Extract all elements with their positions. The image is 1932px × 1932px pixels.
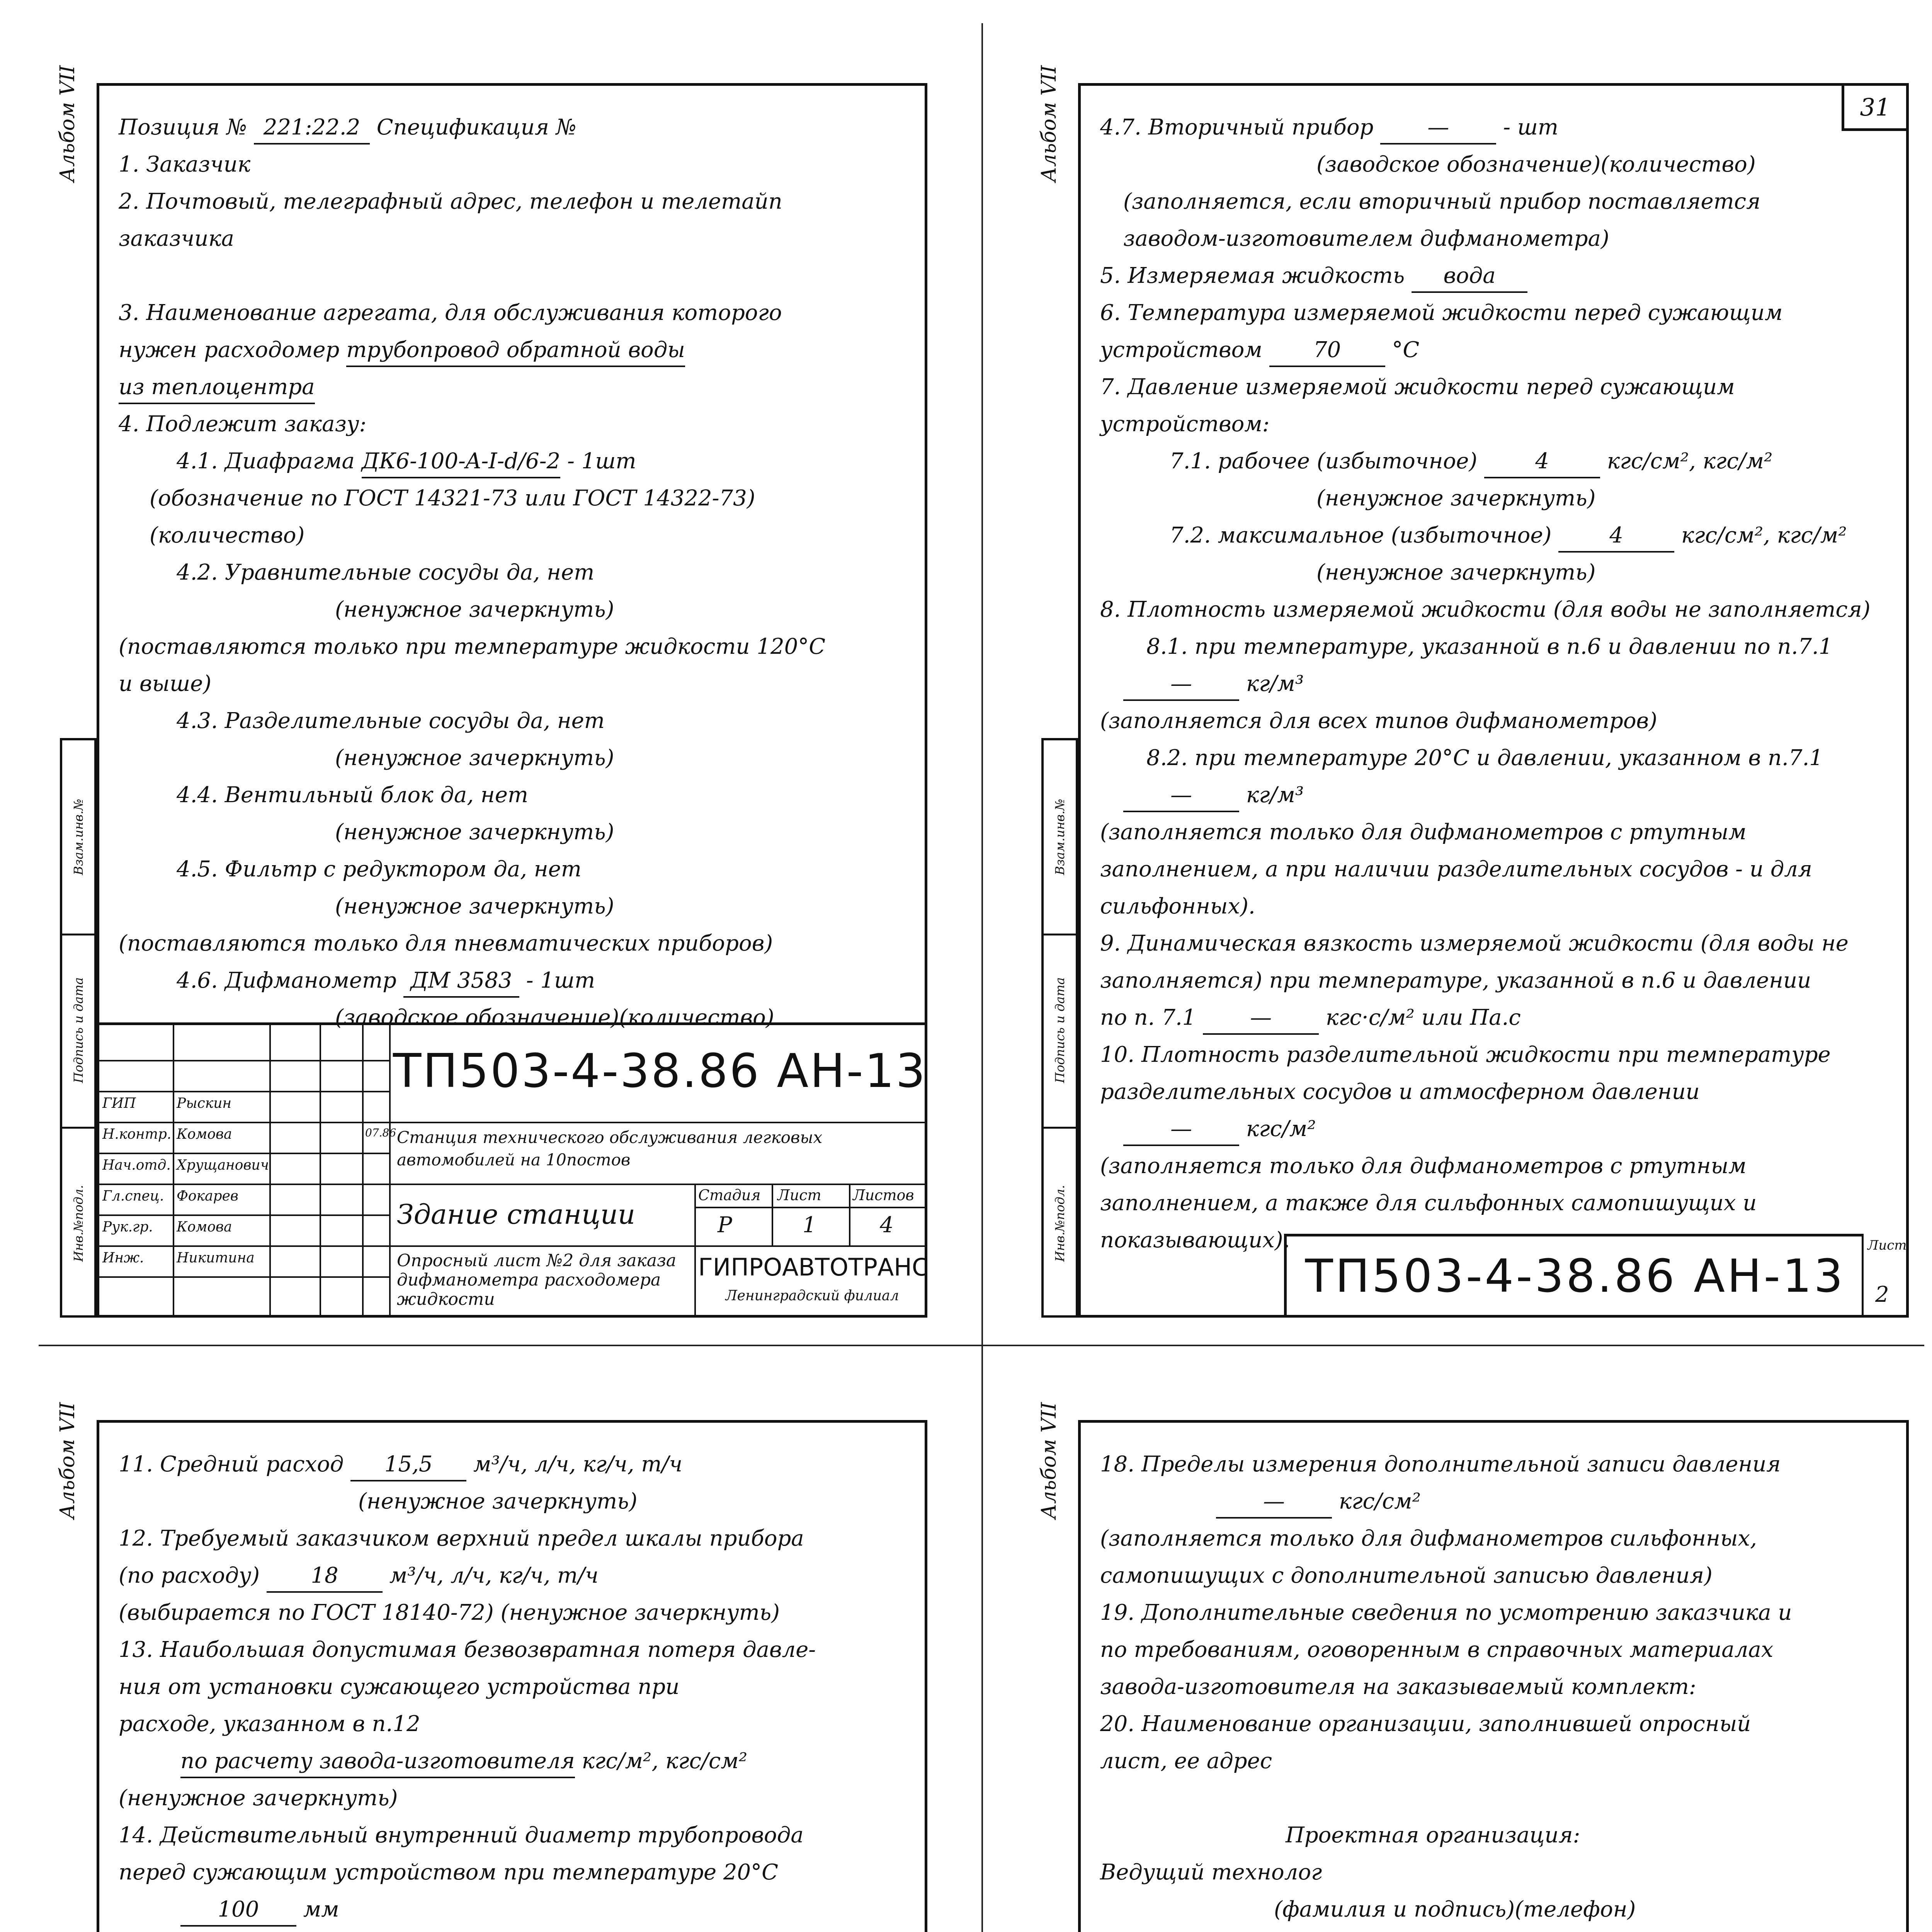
line-text: 1. Заказчик bbox=[119, 152, 251, 177]
line-suffix: кгс/м² bbox=[1246, 1116, 1316, 1141]
filled-value: ДК6-100-A-I-d/6-2 bbox=[362, 446, 561, 478]
form-line bbox=[119, 480, 913, 517]
form-line bbox=[119, 443, 913, 480]
line-text: (количество) bbox=[150, 523, 305, 548]
album-label: Альбом VII bbox=[56, 65, 79, 182]
filled-value: — bbox=[1123, 780, 1239, 812]
line-text: (ненужное зачеркнуть) bbox=[335, 597, 614, 622]
line-text: 7.2. максимальное (избыточное) bbox=[1170, 523, 1552, 548]
line-text: (ненужное зачеркнуть) bbox=[1316, 486, 1596, 511]
line-text: (поставляются только для пневматических приборов) bbox=[119, 931, 773, 956]
left-margin bbox=[39, 1376, 97, 1932]
form-line bbox=[119, 1780, 913, 1817]
filled-value: 15,5 bbox=[350, 1449, 466, 1481]
line-suffix: мм bbox=[303, 1897, 339, 1922]
form-line bbox=[119, 1706, 913, 1743]
sheet-frame bbox=[1078, 1420, 1909, 1932]
title-block: ТП503-4-38.86 АН-13 Станция технического обслуживания легковых автомобилей на 10постов Здание станции Стадия Лист Листов Р 1 4 Опросный лист №2 для заказа дифманометра расходомера жидкости ГИПРОАВТОТРАНС Ленинградский филиал ГИП Рыскин Н.контр. Комова Нач.отд. Хрущанович Гл.спец. Фокарев Рук.гр. Комова Инж. Никитина 07.86 bbox=[99, 1022, 925, 1315]
sheet-2 bbox=[1020, 39, 1909, 1325]
left-margin bbox=[1020, 1376, 1078, 1932]
line-text: заказчика bbox=[119, 226, 235, 251]
filled-value: вода bbox=[1412, 260, 1527, 293]
sheet-number-cell: Лист 2 bbox=[1862, 1234, 1906, 1315]
staff-name: Комова bbox=[177, 1219, 232, 1235]
form-line bbox=[119, 1928, 913, 1932]
staff-role: Рук.гр. bbox=[102, 1219, 153, 1235]
line-text: 13. Наибольшая допустимая безвозвратная потеря давле- bbox=[119, 1637, 816, 1662]
line-text: устройством: bbox=[1100, 412, 1270, 437]
form-line bbox=[119, 962, 913, 999]
form-line bbox=[119, 888, 913, 925]
line-text: заполняется) при температуре, указанной в п.6 и давлении bbox=[1100, 968, 1811, 993]
line-text: разделительных сосудов и атмосферном давлении bbox=[1100, 1079, 1700, 1104]
line-text: перед сужающим устройством при температуре 20°С bbox=[119, 1860, 778, 1885]
line-text: 14. Действительный внутренний диаметр трубопровода bbox=[119, 1823, 804, 1848]
form-line bbox=[119, 1446, 913, 1483]
form-line bbox=[119, 851, 913, 888]
line-text: (ненужное зачеркнуть) bbox=[335, 745, 614, 770]
cut-line-horizontal bbox=[39, 1345, 1924, 1346]
line-text: по требованиям, оговоренным в справочных материалах bbox=[1100, 1637, 1774, 1662]
line-text: 4.5. Фильтр с редуктором bbox=[177, 857, 487, 882]
organization: ГИПРОАВТОТРАНС bbox=[698, 1253, 929, 1281]
line-text: 19. Дополнительные сведения по усмотрению заказчика и bbox=[1100, 1600, 1792, 1625]
filled-value: 4 bbox=[1484, 446, 1600, 478]
line-text: (заполняется только для дифманометров сильфонных, bbox=[1100, 1526, 1757, 1551]
form-line bbox=[1100, 294, 1895, 332]
staff-name: Комова bbox=[177, 1126, 232, 1142]
form-line bbox=[119, 109, 913, 146]
line-text: 20. Наименование организации, заполнившей опросный bbox=[1100, 1711, 1751, 1736]
album-label: Альбом VII bbox=[1037, 65, 1061, 182]
doc-code: ТП503-4-38.86 АН-13 bbox=[393, 1044, 927, 1098]
form-line bbox=[1100, 591, 1895, 628]
line-text: нужен расходомер bbox=[119, 337, 340, 362]
form-line bbox=[119, 369, 913, 406]
form-line bbox=[1100, 257, 1895, 294]
form-line bbox=[1100, 332, 1895, 369]
form-line bbox=[1100, 1483, 1895, 1520]
line-suffix: °С bbox=[1392, 337, 1420, 362]
line-suffix: Спецификация № bbox=[376, 115, 577, 140]
form-line bbox=[119, 1520, 913, 1557]
line-text: (ненужное зачеркнуть) bbox=[335, 894, 614, 919]
cut-line-vertical bbox=[981, 23, 983, 1932]
line-text: (заполняется только для дифманометров с ртутным bbox=[1100, 1153, 1747, 1179]
form-line bbox=[1100, 146, 1895, 183]
line-suffix: да, нет bbox=[506, 560, 595, 585]
line-suffix: - 1шт bbox=[567, 449, 636, 474]
album-label: Альбом VII bbox=[56, 1402, 79, 1519]
line-suffix: да, нет bbox=[493, 857, 582, 882]
filled-value: — bbox=[1380, 112, 1496, 145]
line-text: (заполняется для всех типов дифманометров) bbox=[1100, 708, 1657, 733]
form-line bbox=[119, 1854, 913, 1891]
form-line bbox=[119, 628, 913, 665]
line-text: (поставляются только при температуре жидкости 120°С bbox=[119, 634, 826, 659]
form-line bbox=[119, 740, 913, 777]
line-suffix: кгс·с/м² или Па.с bbox=[1325, 1005, 1521, 1030]
filled-value: 221:22.2 bbox=[254, 112, 370, 145]
form-line bbox=[119, 665, 913, 702]
filled-value: — bbox=[1123, 668, 1239, 701]
line-text: Позиция № bbox=[119, 115, 247, 140]
sheet-frame bbox=[97, 83, 927, 1318]
form-line bbox=[1100, 1891, 1895, 1928]
staff-name: Фокарев bbox=[177, 1188, 238, 1204]
form-line bbox=[1100, 1706, 1895, 1743]
filled-value: 100 bbox=[180, 1894, 296, 1927]
sheet-body bbox=[119, 109, 913, 1036]
form-line bbox=[1100, 220, 1895, 257]
line-text: ния от установки сужающего устройства при bbox=[119, 1674, 680, 1699]
line-text: 4.1. Диафрагма bbox=[177, 449, 355, 474]
sheet-1 bbox=[39, 39, 927, 1325]
form-line bbox=[119, 332, 913, 369]
branch: Ленинградский филиал bbox=[725, 1288, 899, 1304]
sheet-body bbox=[1100, 109, 1895, 1259]
form-line bbox=[1100, 814, 1895, 851]
form-line bbox=[119, 1557, 913, 1594]
sheet-3 bbox=[39, 1376, 927, 1932]
staff-role: Н.контр. bbox=[102, 1126, 172, 1142]
form-line bbox=[1100, 665, 1895, 702]
line-text: заводом-изготовителем дифманометра) bbox=[1123, 226, 1609, 251]
line-text: 11. Средний расход bbox=[119, 1452, 344, 1477]
form-line bbox=[119, 591, 913, 628]
line-text: Ведущий технолог bbox=[1100, 1860, 1322, 1885]
line-text: 4.2. Уравнительные сосуды bbox=[177, 560, 500, 585]
sheet-body bbox=[1100, 1446, 1895, 1932]
line-text: завода-изготовителя на заказываемый комплект: bbox=[1100, 1674, 1696, 1699]
form-line bbox=[119, 257, 913, 294]
line-text: 7. Давление измеряемой жидкости перед сужающим bbox=[1100, 374, 1735, 400]
line-text: показывающих). bbox=[1100, 1228, 1290, 1253]
line-suffix: да, нет bbox=[440, 782, 528, 808]
line-text: (ненужное зачеркнуть) bbox=[1316, 560, 1596, 585]
line-text: 3. Наименование агрегата, для обслуживания которого bbox=[119, 300, 782, 325]
line-text: 8.1. при температуре, указанной в п.6 и давлении по п.7.1 bbox=[1146, 634, 1833, 659]
line-suffix: кгс/см², кгс/м² bbox=[1681, 523, 1847, 548]
album-label: Альбом VII bbox=[1037, 1402, 1061, 1519]
line-text: 5. Измеряемая жидкость bbox=[1100, 263, 1405, 288]
form-line bbox=[119, 925, 913, 962]
form-line bbox=[1100, 1520, 1895, 1557]
line-text: 4.4. Вентильный блок bbox=[177, 782, 434, 808]
line-text: (заполняется, если вторичный прибор поставляется bbox=[1123, 189, 1761, 214]
building: Здание станции bbox=[397, 1199, 636, 1230]
filled-value: из теплоцентра bbox=[119, 372, 315, 404]
form-line bbox=[1100, 1594, 1895, 1631]
form-line bbox=[119, 1743, 913, 1780]
form-line bbox=[119, 702, 913, 740]
form-line bbox=[1100, 1928, 1895, 1932]
line-text: 12. Требуемый заказчиком верхний предел шкалы прибора bbox=[119, 1526, 804, 1551]
filled-value: по расчету завода-изготовителя bbox=[180, 1746, 575, 1778]
form-line bbox=[1100, 851, 1895, 888]
line-suffix: кгс/см², кгс/м² bbox=[1607, 449, 1773, 474]
form-line bbox=[1100, 777, 1895, 814]
line-suffix: м³/ч, л/ч, кг/ч, т/ч bbox=[389, 1563, 599, 1588]
staff-role: ГИП bbox=[102, 1095, 136, 1111]
form-line bbox=[1100, 628, 1895, 665]
line-text: (ненужное зачеркнуть) bbox=[335, 820, 614, 845]
line-text: (ненужное зачеркнуть) bbox=[358, 1489, 638, 1514]
line-text: и выше) bbox=[119, 671, 212, 696]
line-text: расходе, указанном в п.12 bbox=[119, 1711, 420, 1736]
line-text: заполнением, а также для сильфонных самопишущих и bbox=[1100, 1190, 1757, 1216]
project-title: Станция технического обслуживания легковых автомобилей на 10постов bbox=[397, 1128, 823, 1169]
line-text: 2. Почтовый, телеграфный адрес, телефон и телетайп bbox=[119, 189, 782, 214]
line-text: 8. Плотность измеряемой жидкости (для воды не заполняется) bbox=[1100, 597, 1871, 622]
form-line bbox=[1100, 1854, 1895, 1891]
form-line bbox=[1100, 962, 1895, 999]
side-stamp-stripe: Инв.№подл. Подпись и дата Взам.инв.№ bbox=[1041, 738, 1078, 1318]
staff-name: Хрущанович bbox=[177, 1157, 269, 1173]
staff-role: Нач.отд. bbox=[102, 1157, 171, 1173]
sheet-frame bbox=[1078, 83, 1909, 1318]
form-line bbox=[1100, 406, 1895, 443]
filled-value: 70 bbox=[1269, 335, 1385, 367]
form-line bbox=[1100, 999, 1895, 1036]
form-line bbox=[1100, 443, 1895, 480]
form-line bbox=[119, 1891, 913, 1928]
form-line bbox=[1100, 109, 1895, 146]
line-text: (ненужное зачеркнуть) bbox=[119, 1786, 398, 1811]
line-text: 4. Подлежит заказу: bbox=[119, 412, 367, 437]
filled-value: 4 bbox=[1558, 520, 1674, 553]
date: 07.86 bbox=[365, 1126, 396, 1139]
side-stamp-stripe: Инв.№подл. Подпись и дата Взам.инв.№ bbox=[60, 738, 97, 1318]
form-line bbox=[119, 183, 913, 220]
form-line bbox=[119, 1483, 913, 1520]
form-line bbox=[119, 220, 913, 257]
form-line bbox=[1100, 1111, 1895, 1148]
filled-value: — bbox=[1123, 1114, 1239, 1146]
line-text: 7.1. рабочее (избыточное) bbox=[1170, 449, 1478, 474]
staff-name: Рыскин bbox=[177, 1095, 232, 1111]
line-text: (заводское обозначение)(количество) bbox=[335, 1005, 774, 1030]
line-text: устройством bbox=[1100, 337, 1262, 362]
corner-page-number: 31 bbox=[1842, 86, 1906, 131]
line-text: сильфонных). bbox=[1100, 894, 1255, 919]
line-text: (выбирается по ГОСТ 18140-72) (ненужное зачеркнуть) bbox=[119, 1600, 780, 1625]
form-line bbox=[1100, 1780, 1895, 1817]
form-line bbox=[1100, 888, 1895, 925]
sheet-frame bbox=[97, 1420, 927, 1932]
line-text: по п. 7.1 bbox=[1100, 1005, 1196, 1030]
line-suffix: кг/м³ bbox=[1246, 782, 1304, 808]
form-line bbox=[1100, 480, 1895, 517]
form-line bbox=[119, 146, 913, 183]
line-text: заполнением, а при наличии разделительных сосудов - и для bbox=[1100, 857, 1812, 882]
line-suffix: кгс/см² bbox=[1338, 1489, 1421, 1514]
line-text: (по расходу) bbox=[119, 1563, 260, 1588]
line-text: лист, ее адрес bbox=[1100, 1748, 1272, 1774]
form-line bbox=[1100, 1817, 1895, 1854]
line-text: 4.3. Разделительные сосуды bbox=[177, 708, 510, 733]
form-line bbox=[119, 814, 913, 851]
line-text: 4.6. Дифманометр bbox=[177, 968, 397, 993]
line-suffix: - шт bbox=[1503, 115, 1558, 140]
form-line bbox=[119, 777, 913, 814]
form-line bbox=[1100, 1185, 1895, 1222]
form-line bbox=[119, 1817, 913, 1854]
line-text: 18. Пределы измерения дополнительной записи давления bbox=[1100, 1452, 1781, 1477]
form-line bbox=[1100, 1446, 1895, 1483]
form-line bbox=[1100, 369, 1895, 406]
form-line bbox=[119, 1668, 913, 1706]
doc-code: ТП503-4-38.86 АН-13 bbox=[1284, 1234, 1864, 1315]
line-suffix: да, нет bbox=[517, 708, 605, 733]
filled-value: трубопровод обратной воды bbox=[346, 335, 685, 367]
line-suffix: - 1шт bbox=[526, 968, 595, 993]
line-text: 4.7. Вторичный прибор bbox=[1100, 115, 1374, 140]
sheet-title: Опросный лист №2 для заказа дифманометра расходомера жидкости bbox=[397, 1251, 677, 1309]
staff-role: Гл.спец. bbox=[102, 1188, 164, 1204]
sheet-body bbox=[119, 1446, 913, 1932]
form-line bbox=[1100, 1743, 1895, 1780]
form-line bbox=[1100, 554, 1895, 591]
line-suffix: кг/м³ bbox=[1246, 671, 1304, 696]
form-line bbox=[1100, 1668, 1895, 1706]
form-line bbox=[119, 1594, 913, 1631]
filled-value: ДМ 3583 bbox=[403, 965, 519, 998]
sheets-total: 4 bbox=[880, 1213, 894, 1238]
form-line bbox=[1100, 1631, 1895, 1668]
form-line bbox=[119, 406, 913, 443]
form-line bbox=[1100, 925, 1895, 962]
form-line bbox=[119, 517, 913, 554]
line-text: 9. Динамическая вязкость измеряемой жидкости (для воды не bbox=[1100, 931, 1849, 956]
form-line bbox=[1100, 517, 1895, 554]
line-text: (заводское обозначение)(количество) bbox=[1316, 152, 1756, 177]
line-text: (обозначение по ГОСТ 14321-73 или ГОСТ 14322-73) bbox=[150, 486, 755, 511]
staff-role: Инж. bbox=[102, 1250, 144, 1266]
form-line bbox=[1100, 702, 1895, 740]
line-suffix: кгс/м², кгс/см² bbox=[582, 1748, 748, 1774]
line-text: (фамилия и подпись)(телефон) bbox=[1274, 1897, 1636, 1922]
line-text: 6. Температура измеряемой жидкости перед сужающим bbox=[1100, 300, 1783, 325]
line-text: 10. Плотность разделительной жидкости при температуре bbox=[1100, 1042, 1831, 1067]
sheet-4 bbox=[1020, 1376, 1909, 1932]
stage: Р bbox=[718, 1213, 732, 1238]
filled-value: 18 bbox=[267, 1560, 383, 1593]
line-text: Проектная организация: bbox=[1286, 1823, 1580, 1848]
form-line bbox=[119, 294, 913, 332]
line-text: самопишущих с дополнительной записью давления) bbox=[1100, 1563, 1713, 1588]
sheet-number: 1 bbox=[803, 1213, 816, 1238]
filled-value: — bbox=[1203, 1002, 1319, 1035]
form-line bbox=[1100, 1036, 1895, 1073]
form-line bbox=[1100, 740, 1895, 777]
form-line bbox=[1100, 1148, 1895, 1185]
form-line bbox=[119, 554, 913, 591]
staff-name: Никитина bbox=[177, 1250, 255, 1266]
filled-value: — bbox=[1216, 1486, 1332, 1519]
form-line bbox=[1100, 183, 1895, 220]
line-text: 8.2. при температуре 20°С и давлении, указанном в п.7.1 bbox=[1146, 745, 1823, 770]
line-suffix: м³/ч, л/ч, кг/ч, т/ч bbox=[473, 1452, 683, 1477]
form-line bbox=[1100, 1557, 1895, 1594]
form-line bbox=[1100, 1073, 1895, 1111]
line-text: (заполняется только для дифманометров с ртутным bbox=[1100, 820, 1747, 845]
form-line bbox=[119, 1631, 913, 1668]
